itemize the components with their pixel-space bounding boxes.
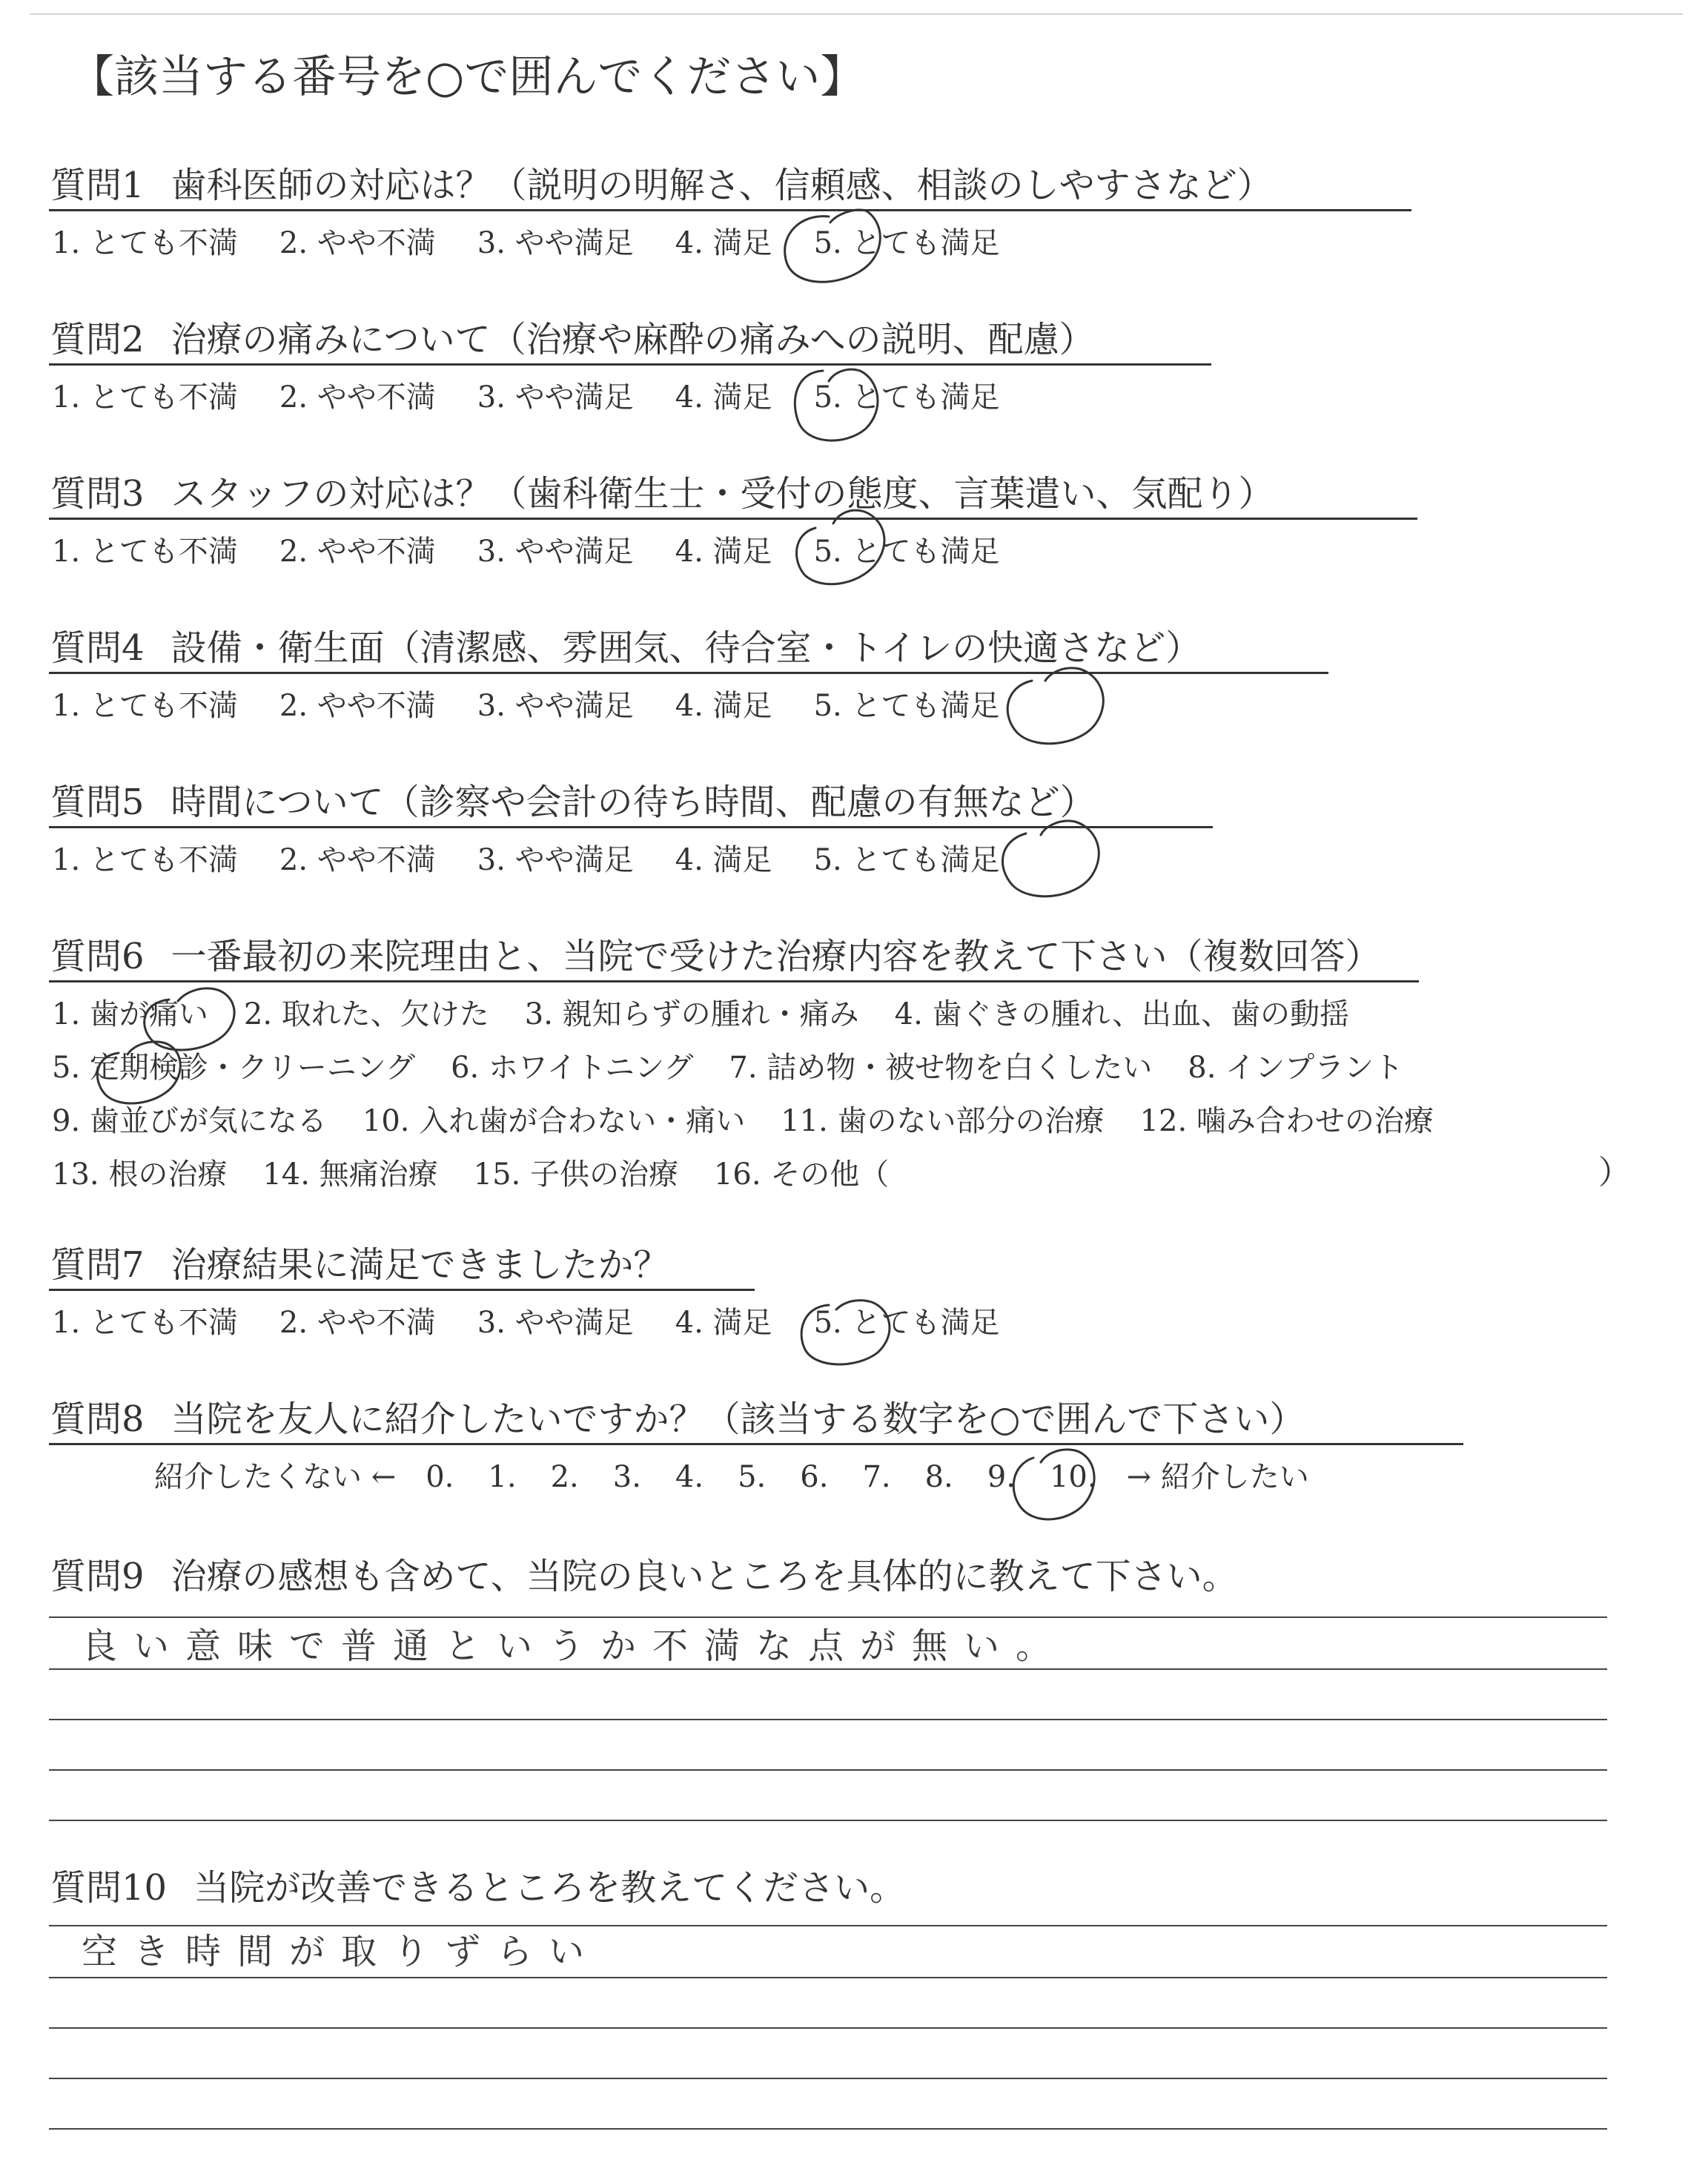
q6-option-5[interactable]: 5. 定期検診・クリーニング — [52, 1051, 416, 1085]
q5-circle-mark — [1002, 821, 1099, 896]
option-5[interactable]: 5. とても満足 — [813, 843, 1000, 877]
option-3[interactable]: 3. やや満足 — [477, 843, 634, 877]
q6-option-14[interactable]: 14. 無痛治療 — [262, 1157, 438, 1192]
q8-value-8[interactable]: 8. — [924, 1460, 953, 1494]
option-1[interactable]: 1. とても不満 — [52, 843, 238, 877]
q6-option-7[interactable]: 7. 詰め物・被せ物を白くしたい — [729, 1051, 1153, 1085]
question-10-header — [50, 1867, 906, 1909]
option-5[interactable]: 5. とても満足 — [813, 689, 1000, 723]
q8-left-label: 紹介したくない ← — [154, 1460, 397, 1494]
question-3-underline — [49, 518, 1417, 520]
question-4-underline — [49, 672, 1328, 674]
question-1-underline — [49, 209, 1411, 211]
option-5[interactable]: 5. とても満足 — [813, 535, 1000, 569]
option-4[interactable]: 4. 満足 — [675, 226, 772, 260]
option-4[interactable]: 4. 満足 — [675, 535, 772, 569]
option-5[interactable]: 5. とても満足 — [813, 226, 1000, 260]
question-8-underline — [49, 1443, 1463, 1445]
option-1[interactable]: 1. とても不満 — [52, 226, 238, 260]
q10-answer-line-4 — [49, 2078, 1607, 2079]
q8-value-3[interactable]: 3. — [612, 1460, 641, 1494]
question-6-header — [50, 936, 1381, 977]
q8-right-label: → 紹介したい — [1126, 1460, 1309, 1494]
question-2-header — [50, 319, 1095, 360]
question-6-underline — [49, 980, 1419, 982]
question-4-text: 設備・衛生面（清潔感、雰囲気、待合室・トイレの快適さなど） — [171, 627, 1202, 669]
q6-option-6[interactable]: 6. ホワイトニング — [451, 1051, 694, 1085]
option-4[interactable]: 4. 満足 — [675, 380, 772, 415]
question-3-text: スタッフの対応は？（歯科衛生士・受付の態度、言葉遣い、気配り） — [171, 473, 1274, 515]
q10-answer-line-5 — [49, 2128, 1607, 2130]
question-4-label: 質問4 — [50, 627, 145, 669]
q9-answer-line-5 — [49, 1820, 1607, 1821]
option-4[interactable]: 4. 満足 — [675, 689, 772, 723]
question-6-text: 一番最初の来院理由と、当院で受けた治療内容を教えて下さい（複数回答） — [171, 936, 1381, 977]
q8-value-0[interactable]: 0. — [426, 1460, 454, 1494]
question-7-underline — [49, 1289, 755, 1291]
q8-value-10[interactable]: 10. — [1049, 1460, 1097, 1494]
question-1-options — [52, 228, 999, 258]
q6-row-4 — [52, 1157, 890, 1192]
q6-option-10[interactable]: 10. 入れ歯が合わない・痛い — [362, 1104, 746, 1138]
question-8-label: 質問8 — [50, 1398, 145, 1440]
form-instruction-title: 【該当する番号を○で囲んでください】 — [70, 51, 865, 103]
question-9-text: 治療の感想も含めて、当院の良いところを具体的に教えて下さい。 — [171, 1556, 1238, 1597]
q6-option-3[interactable]: 3. 親知らずの腫れ・痛み — [524, 997, 859, 1031]
question-5-options — [52, 845, 999, 875]
question-1-label: 質問1 — [50, 165, 145, 206]
question-2-text: 治療の痛みについて（治療や麻酔の痛みへの説明、配慮） — [171, 319, 1095, 360]
q6-option-12[interactable]: 12. 噛み合わせの治療 — [1139, 1104, 1434, 1138]
question-7-header — [50, 1244, 669, 1286]
q10-answer-line-3 — [49, 2027, 1607, 2029]
question-7-text: 治療結果に満足できましたか？ — [171, 1244, 669, 1286]
option-2[interactable]: 2. やや不満 — [279, 226, 436, 260]
option-2[interactable]: 2. やや不満 — [279, 689, 436, 723]
option-1[interactable]: 1. とても不満 — [52, 535, 238, 569]
question-4-options — [52, 691, 999, 721]
option-2[interactable]: 2. やや不満 — [279, 535, 436, 569]
q10-answer-line-2 — [49, 1977, 1607, 1978]
q6-option-8[interactable]: 8. インプラント — [1188, 1051, 1404, 1085]
option-1[interactable]: 1. とても不満 — [52, 380, 238, 415]
q8-scale — [154, 1462, 1309, 1492]
question-9-label: 質問9 — [50, 1556, 145, 1597]
option-1[interactable]: 1. とても不満 — [52, 1306, 238, 1340]
q8-value-1[interactable]: 1. — [488, 1460, 517, 1494]
q8-value-2[interactable]: 2. — [550, 1460, 579, 1494]
option-4[interactable]: 4. 満足 — [675, 1306, 772, 1340]
q6-option-4[interactable]: 4. 歯ぐきの腫れ、出血、歯の動揺 — [894, 997, 1349, 1031]
q6-other-close-bracket: ） — [1598, 1154, 1631, 1192]
option-3[interactable]: 3. やや満足 — [477, 226, 634, 260]
q9-answer-line-2 — [49, 1668, 1607, 1670]
q8-value-9[interactable]: 9. — [987, 1460, 1016, 1494]
top-border — [30, 13, 1683, 15]
option-4[interactable]: 4. 満足 — [675, 843, 772, 877]
option-2[interactable]: 2. やや不満 — [279, 380, 436, 415]
option-2[interactable]: 2. やや不満 — [279, 843, 436, 877]
question-7-label: 質問7 — [50, 1244, 145, 1286]
option-1[interactable]: 1. とても不満 — [52, 689, 238, 723]
q6-option-13[interactable]: 13. 根の治療 — [52, 1157, 228, 1192]
question-1-text: 歯科医師の対応は？（説明の明解さ、信頼感、相談のしやすさなど） — [171, 165, 1273, 206]
option-3[interactable]: 3. やや満足 — [477, 689, 634, 723]
q6-row-1 — [52, 997, 1349, 1031]
option-3[interactable]: 3. やや満足 — [477, 535, 634, 569]
q6-option-9[interactable]: 9. 歯並びが気になる — [52, 1104, 327, 1138]
question-4-header — [50, 627, 1202, 669]
q8-value-4[interactable]: 4. — [675, 1460, 704, 1494]
question-6-label: 質問6 — [50, 936, 145, 977]
q9-answer-line-4 — [49, 1769, 1607, 1771]
option-2[interactable]: 2. やや不満 — [279, 1306, 436, 1340]
q9-handwritten-answer[interactable]: 良い意味で普通というか不満な点が無い。 — [82, 1625, 1068, 1667]
question-2-label: 質問2 — [50, 319, 145, 360]
q4-circle-mark — [1007, 668, 1103, 744]
q8-value-6[interactable]: 6. — [800, 1460, 829, 1494]
question-5-label: 質問5 — [50, 782, 145, 823]
question-8-text: 当院を友人に紹介したいですか？（該当する数字を○で囲んで下さい） — [171, 1398, 1305, 1440]
q6-option-16[interactable]: 16. その他（ — [713, 1157, 890, 1192]
question-5-header — [50, 782, 1096, 823]
option-3[interactable]: 3. やや満足 — [477, 380, 634, 415]
q6-row-2 — [52, 1053, 1403, 1083]
q8-value-5[interactable]: 5. — [738, 1460, 767, 1494]
q6-option-11[interactable]: 11. 歯のない部分の治療 — [781, 1104, 1105, 1138]
question-5-text: 時間について（診察や会計の待ち時間、配慮の有無など） — [171, 782, 1096, 823]
question-2-underline — [49, 363, 1211, 366]
question-2-options — [52, 380, 1000, 415]
q6-option-1[interactable]: 1. 歯が痛い — [52, 997, 208, 1031]
question-3-options — [52, 537, 999, 567]
option-5[interactable]: 5. とても満足 — [813, 380, 1000, 415]
question-3-header — [50, 473, 1274, 515]
question-7-options — [52, 1308, 999, 1338]
q8-value-7[interactable]: 7. — [862, 1460, 891, 1494]
question-5-underline — [49, 826, 1213, 828]
option-5[interactable]: 5. とても満足 — [813, 1306, 1000, 1340]
question-3-label: 質問3 — [50, 473, 145, 515]
q10-answer-line-1 — [49, 1925, 1607, 1926]
q6-row-3 — [52, 1106, 1434, 1136]
question-8-header — [50, 1398, 1305, 1440]
question-9-header — [50, 1556, 1238, 1597]
q9-answer-line-3 — [49, 1719, 1607, 1720]
q6-option-15[interactable]: 15. 子供の治療 — [473, 1157, 678, 1192]
question-10-text: 当院が改善できるところを教えてください。 — [193, 1867, 906, 1909]
question-1-header — [50, 165, 1273, 206]
q6-option-2[interactable]: 2. 取れた、欠けた — [243, 997, 489, 1031]
option-3[interactable]: 3. やや満足 — [477, 1306, 634, 1340]
question-10-label: 質問10 — [50, 1867, 168, 1909]
q9-answer-line-1 — [49, 1616, 1607, 1618]
q10-handwritten-answer[interactable]: 空き時間が取りずらい — [82, 1931, 601, 1972]
